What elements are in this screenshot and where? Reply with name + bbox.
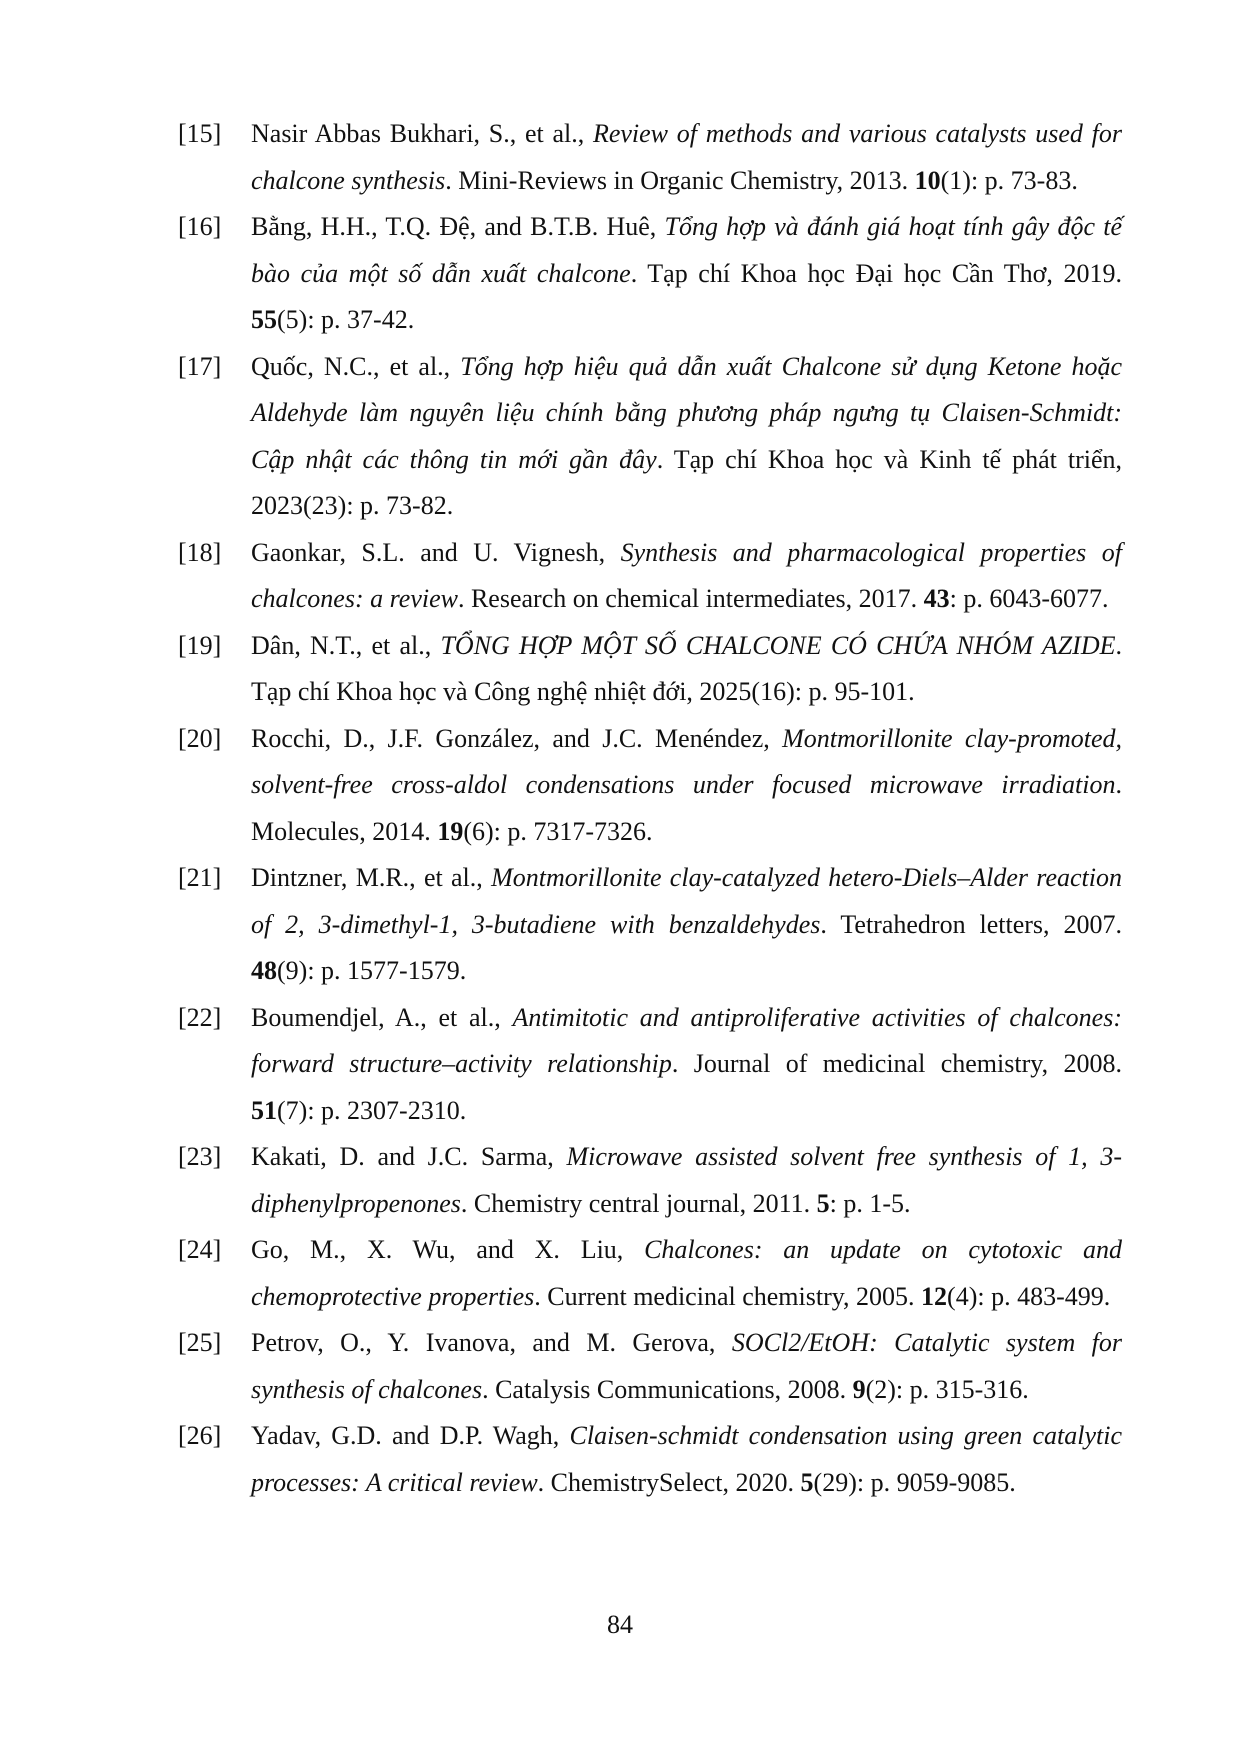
reference-authors: Petrov, O., Y. Ivanova, and M. Gerova, (251, 1328, 732, 1357)
reference-item (178, 1134, 1122, 1227)
reference-text (251, 344, 1122, 530)
reference-title: SOCl2/EtOH: Catalytic system for synthesis of chalcones (251, 1328, 1123, 1404)
reference-source: . Tạp chí Khoa học và Công nghệ nhiệt đới, 2025(16): p. 95-101. (251, 630, 1122, 706)
reference-title: Claisen-schmidt condensation using green catalytic processes: A critical review (251, 1421, 1122, 1497)
reference-text (251, 623, 1122, 716)
reference-text (251, 111, 1122, 204)
reference-authors: Dintzner, M.R., et al., (251, 863, 492, 892)
reference-number: [21] (178, 863, 222, 892)
reference-pages: (1): p. 73-83. (940, 165, 1078, 195)
reference-item (178, 995, 1122, 1135)
reference-authors: Gaonkar, S.L. and U. Vignesh, (251, 537, 621, 567)
reference-pages: (6): p. 7317-7326. (463, 816, 653, 846)
reference-item (178, 855, 1122, 995)
reference-list (178, 111, 1122, 1506)
reference-pages: (7): p. 2307-2310. (277, 1095, 467, 1125)
reference-title: Tổng hợp hiệu quả dẫn xuất Chalcone sử dụng Ketone hoặc Aldehyde làm nguyên liệu chính bằng phương pháp ngưng tụ Claisen-Schmidt: Cập nhật các thông tin mới gần đây (251, 351, 1122, 474)
reference-authors: Quốc, N.C., et al., (251, 351, 461, 381)
reference-authors: Go, M., X. Wu, and X. Liu, (251, 1235, 645, 1264)
reference-text (251, 1227, 1122, 1320)
reference-pages: : p. 1-5. (829, 1188, 911, 1218)
reference-text (251, 855, 1122, 995)
reference-title: Tổng hợp và đánh giá hoạt tính gây độc tế bào của một số dẫn xuất chalcone (251, 212, 1122, 288)
reference-pages: : p. 6043-6077. (949, 584, 1109, 613)
reference-title: Review of methods and various catalysts used for chalcone synthesis (251, 119, 1122, 195)
reference-source: . ChemistrySelect, 2020. (537, 1467, 801, 1497)
reference-item (178, 1413, 1122, 1506)
reference-item (178, 111, 1122, 204)
reference-text (251, 1413, 1122, 1506)
reference-volume: 55 (251, 305, 277, 334)
reference-text (251, 530, 1122, 623)
reference-text (251, 995, 1122, 1135)
reference-pages: (29): p. 9059-9085. (813, 1467, 1016, 1497)
reference-text (251, 204, 1122, 344)
reference-number: [20] (178, 723, 222, 753)
reference-volume: 43 (923, 584, 950, 613)
reference-authors: Nasir Abbas Bukhari, S., et al., (251, 119, 593, 148)
reference-volume: 51 (251, 1095, 277, 1125)
reference-item (178, 204, 1122, 344)
page-number: 84 (607, 1610, 633, 1639)
reference-number: [22] (178, 1002, 222, 1032)
reference-item (178, 1320, 1122, 1413)
reference-number: [25] (178, 1328, 222, 1357)
reference-number: [23] (178, 1142, 222, 1171)
reference-volume: 19 (437, 816, 464, 846)
reference-number: [19] (178, 630, 222, 660)
reference-pages: (4): p. 483-499. (947, 1281, 1111, 1311)
reference-volume: 12 (921, 1281, 948, 1311)
reference-number: [18] (178, 537, 222, 567)
reference-title: Chalcones: an update on cytotoxic and chemoprotective properties (251, 1235, 1122, 1311)
reference-authors: Bằng, H.H., T.Q. Đệ, and B.T.B. Huê, (251, 212, 665, 241)
reference-authors: Yadav, G.D. and D.P. Wagh, (251, 1421, 570, 1450)
reference-source: . Mini-Reviews in Organic Chemistry, 2013. (445, 165, 915, 195)
reference-source: . Research on chemical intermediates, 2017. (457, 584, 924, 613)
reference-item (178, 344, 1122, 530)
reference-source: . Tạp chí Khoa học và Kinh tế phát triển, 2023(23): p. 73-82. (251, 444, 1122, 520)
reference-volume: 5 (800, 1467, 814, 1497)
reference-authors: Kakati, D. and J.C. Sarma, (251, 1142, 567, 1171)
reference-number: [26] (178, 1421, 222, 1450)
reference-pages: (5): p. 37-42. (277, 305, 415, 334)
reference-title: TỔNG HỢP MỘT SỐ CHALCONE CÓ CHỨA NHÓM AZIDE (440, 630, 1116, 660)
reference-pages: (2): p. 315-316. (865, 1374, 1029, 1404)
reference-source: . Tetrahedron letters, 2007. (820, 909, 1122, 939)
reference-text (251, 1320, 1122, 1413)
reference-authors: Boumendjel, A., et al., (251, 1002, 513, 1032)
reference-source: . Chemistry central journal, 2011. (460, 1188, 817, 1218)
reference-item (178, 623, 1122, 716)
reference-number: [17] (178, 351, 222, 381)
reference-title: Montmorillonite clay-catalyzed hetero-Diels–Alder reaction of 2, 3-dimethyl-1, 3-butadiene with benzaldehydes (251, 863, 1122, 939)
reference-title: Synthesis and pharmacological properties of chalcones: a review (251, 537, 1122, 613)
reference-number: [16] (178, 212, 222, 241)
reference-number: [24] (178, 1235, 222, 1264)
reference-volume: 48 (251, 956, 277, 985)
reference-source: . Tạp chí Khoa học Đại học Cần Thơ, 2019. (630, 258, 1123, 288)
reference-item (178, 716, 1122, 856)
reference-source: . Journal of medicinal chemistry, 2008. (671, 1049, 1122, 1078)
reference-volume: 5 (816, 1188, 830, 1218)
reference-volume: 9 (852, 1374, 866, 1404)
reference-number: [15] (178, 119, 222, 148)
reference-source: . Catalysis Communications, 2008. (482, 1374, 853, 1404)
reference-title: Montmorillonite clay-promoted, solvent-free cross-aldol condensations under focused microwave irradiation (251, 723, 1123, 799)
reference-text (251, 716, 1122, 856)
reference-source: . Molecules, 2014. (251, 770, 1122, 846)
reference-source: . Current medicinal chemistry, 2005. (534, 1281, 922, 1311)
reference-item (178, 1227, 1122, 1320)
reference-authors: Dân, N.T., et al., (251, 630, 441, 660)
reference-title: Antimitotic and antiproliferative activities of chalcones: forward structure–activity relationship (251, 1002, 1122, 1078)
reference-item (178, 530, 1122, 623)
reference-authors: Rocchi, D., J.F. González, and J.C. Menéndez, (251, 723, 783, 753)
reference-text (251, 1134, 1122, 1227)
reference-volume: 10 (914, 165, 941, 195)
reference-pages: (9): p. 1577-1579. (277, 956, 467, 985)
reference-title: Microwave assisted solvent free synthesis of 1, 3-diphenylpropenones (251, 1142, 1122, 1218)
